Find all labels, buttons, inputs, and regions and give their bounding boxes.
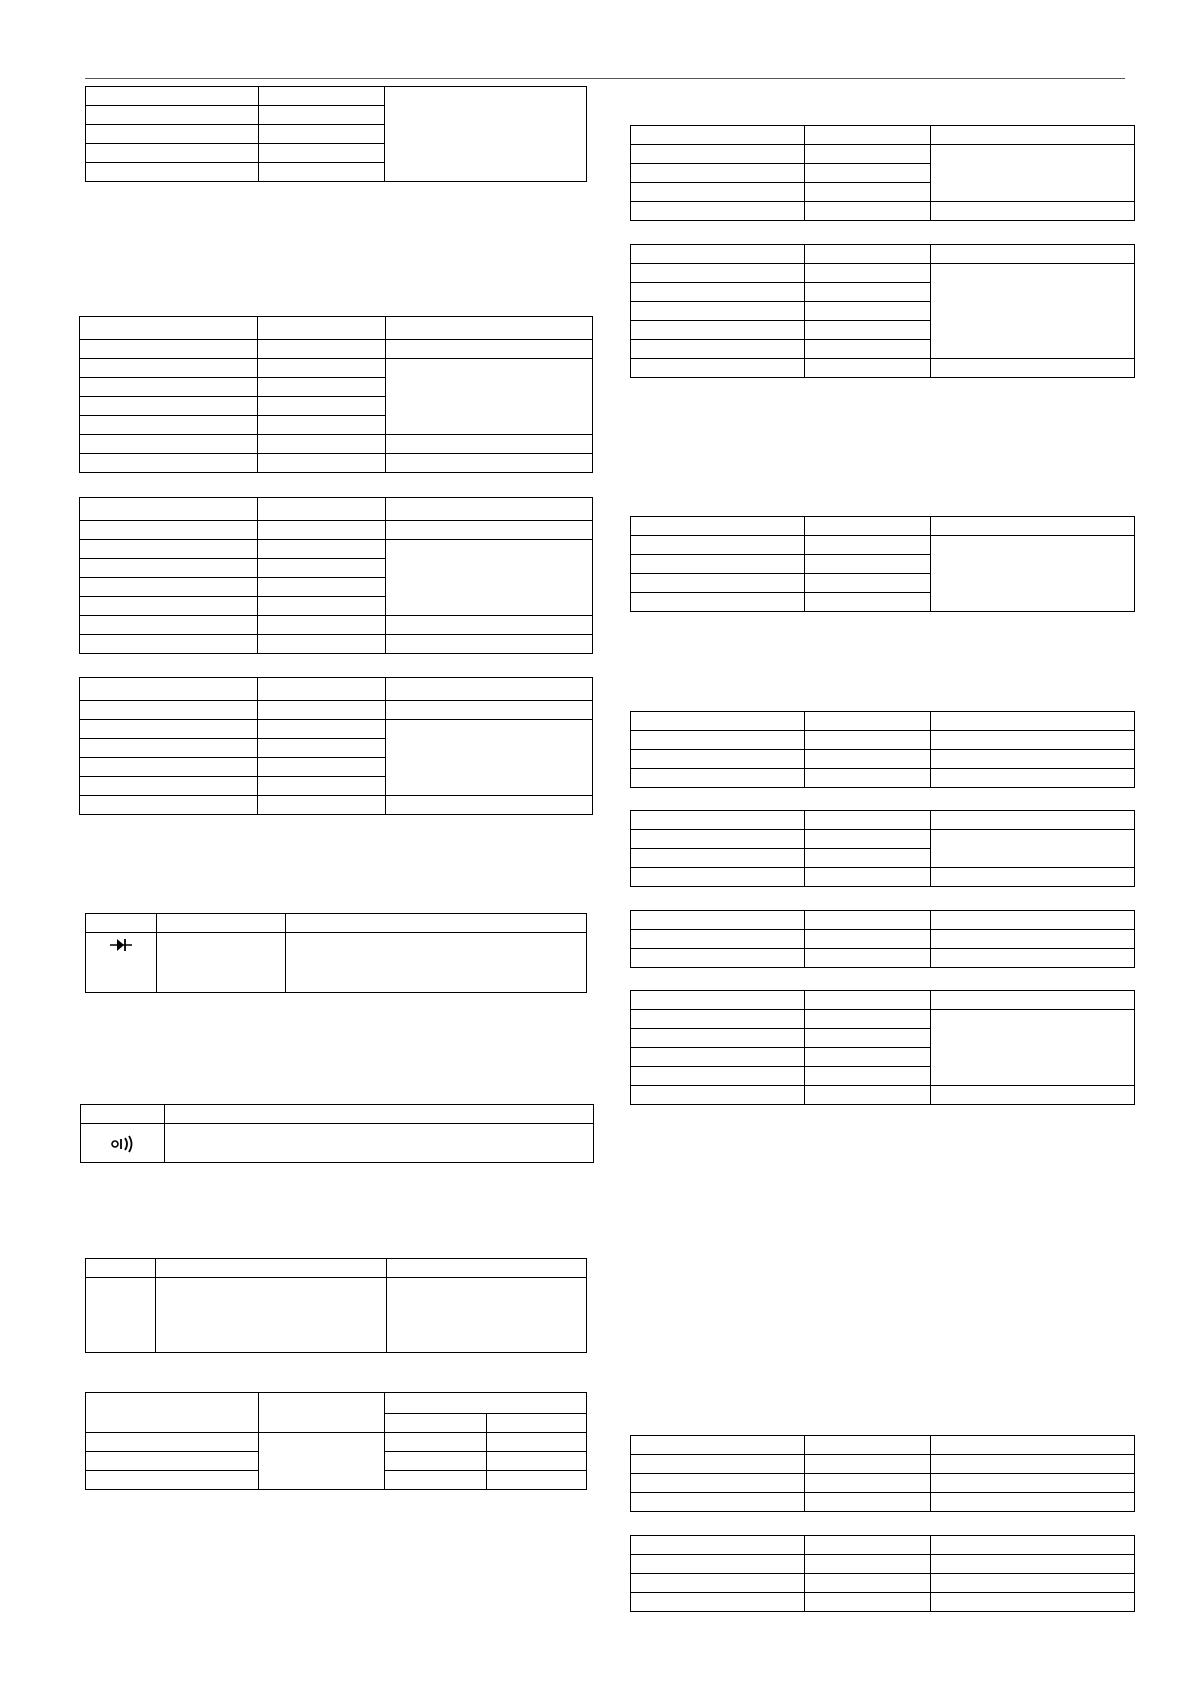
table-row [80, 317, 593, 340]
table-row [631, 731, 1135, 750]
table-row [631, 359, 1135, 378]
table-row [81, 1124, 594, 1163]
spec-table-r8 [630, 1435, 1135, 1512]
spec-table-r1 [630, 125, 1135, 221]
spec-table-l4 [79, 677, 593, 815]
spec-table-r9 [630, 1535, 1135, 1612]
table-row [631, 1086, 1135, 1105]
table-row [631, 811, 1135, 830]
table-row [81, 1105, 594, 1124]
table-row [80, 720, 593, 739]
spec-table-r4 [630, 711, 1135, 788]
table-row [80, 796, 593, 815]
table-row [631, 868, 1135, 887]
table-row [631, 202, 1135, 221]
table-row [631, 1455, 1135, 1474]
table-row [80, 359, 593, 378]
table-row [80, 521, 593, 540]
table-row [631, 1436, 1135, 1455]
table-row [631, 911, 1135, 930]
table-row [631, 712, 1135, 731]
spec-table-r3 [630, 516, 1135, 612]
header-rule [85, 78, 1125, 79]
table-row [80, 540, 593, 559]
table-row [86, 87, 587, 106]
table-row [80, 701, 593, 720]
table-row [631, 1474, 1135, 1493]
table-row [80, 454, 593, 473]
continuity-buzzer-icon [81, 1133, 164, 1153]
table-row [86, 933, 587, 993]
table-row [631, 1010, 1135, 1029]
table-row [631, 145, 1135, 164]
table-row [86, 1393, 587, 1414]
table-row [80, 340, 593, 359]
spec-table-l7 [85, 1258, 587, 1353]
diode-table [85, 913, 587, 993]
table-row [80, 635, 593, 654]
table-row [631, 1574, 1135, 1593]
table-row [80, 616, 593, 635]
table-row [86, 1433, 587, 1452]
table-row [631, 930, 1135, 949]
table-row [86, 914, 587, 933]
table-row [631, 1536, 1135, 1555]
spec-table-r2 [630, 244, 1135, 378]
table-row [631, 1555, 1135, 1574]
table-row [631, 536, 1135, 555]
diode-icon [86, 937, 156, 953]
table-row [631, 1493, 1135, 1512]
spec-table-r7 [630, 990, 1135, 1105]
table-row [86, 1278, 587, 1353]
spec-table-l3 [79, 497, 593, 654]
table-row [80, 678, 593, 701]
table-row [631, 830, 1135, 849]
table-row [631, 126, 1135, 145]
table-row [80, 498, 593, 521]
table-row [631, 1593, 1135, 1612]
table-row [631, 264, 1135, 283]
table-row [86, 1259, 587, 1278]
table-row [80, 435, 593, 454]
spec-table-l2 [79, 316, 593, 473]
spec-table-r5 [630, 810, 1135, 887]
continuity-table [80, 1104, 594, 1163]
table-row [631, 245, 1135, 264]
table-row [631, 750, 1135, 769]
spec-table-r6 [630, 910, 1135, 968]
table-row [631, 769, 1135, 788]
table-row [631, 949, 1135, 968]
table-row [631, 517, 1135, 536]
spec-table-l8 [85, 1392, 587, 1490]
table-row [631, 991, 1135, 1010]
spec-table-l1 [85, 86, 587, 182]
